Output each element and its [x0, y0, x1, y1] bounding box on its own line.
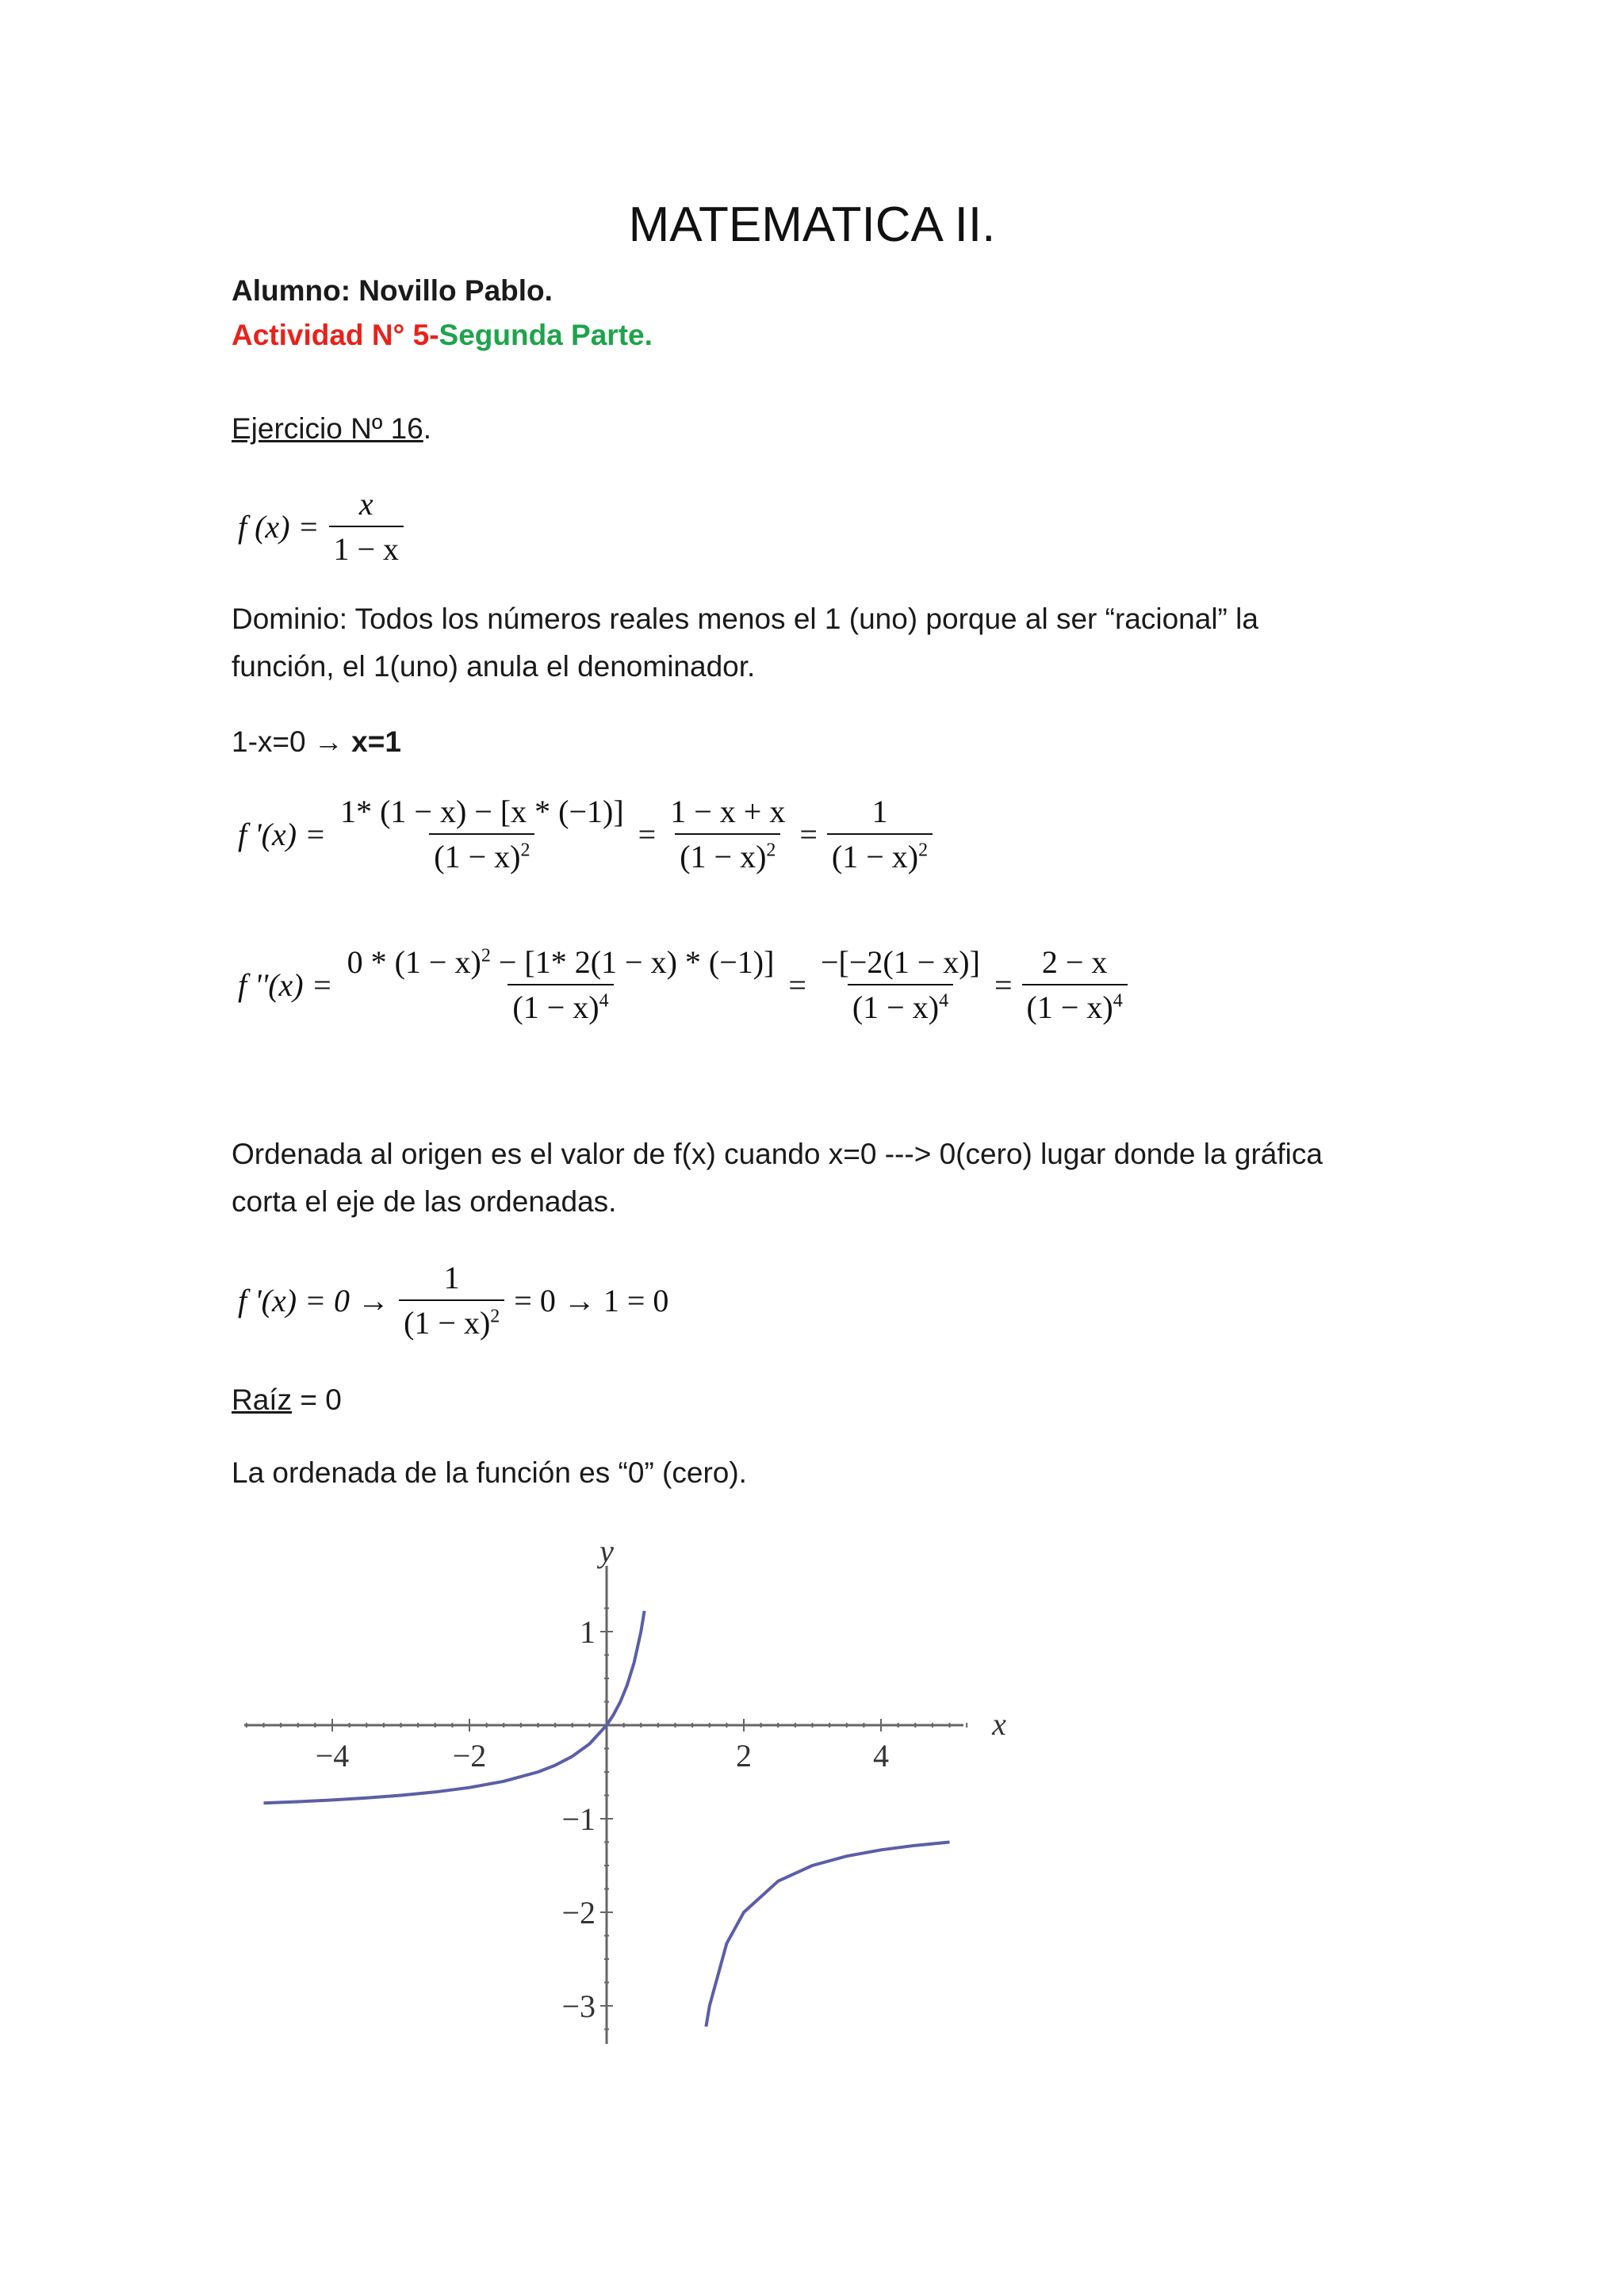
zero-equation: [232, 725, 401, 759]
raiz-line: [232, 1383, 342, 1417]
exercise-heading: [232, 412, 431, 446]
frac-numerator: 1: [871, 794, 888, 829]
second-derivative-lhs: f ''(x) =: [238, 966, 333, 1003]
domain-line-2: función, el 1(uno) anula el denominador.: [232, 650, 756, 683]
den-exponent: 2: [918, 840, 929, 861]
second-derivative-frac-3: [1022, 943, 1128, 1026]
frac-numerator: 1* (1 − x) − [x * (−1)]: [340, 794, 624, 829]
activity-part: Segunda Parte.: [439, 319, 653, 351]
function-numerator: x: [358, 486, 373, 522]
page-title: MATEMATICA II.: [628, 197, 996, 252]
equals-sign: =: [638, 816, 657, 852]
frac-numerator: 1 − x + x: [670, 794, 786, 829]
den-exponent: 2: [490, 1306, 500, 1327]
den-exponent: 4: [1113, 990, 1123, 1012]
activity-number: Actividad N° 5-: [232, 319, 439, 351]
y-axis-label: y: [599, 1533, 614, 1569]
num-part-a: 0 * (1 − x): [347, 944, 481, 980]
ordenada-line-1: Ordenada al origen es el valor de f(x) cuando x=0 ---> 0(cero) lugar donde la gráfica: [232, 1138, 1323, 1170]
den-base: (1 − x): [404, 1305, 491, 1341]
function-fraction: [329, 485, 404, 568]
function-lhs: f (x) =: [238, 508, 320, 545]
zero-eq-left: 1-x=0: [232, 725, 314, 758]
exercise-heading-dot: .: [423, 412, 432, 445]
raiz-value: = 0: [292, 1383, 342, 1416]
ordenada-line-2: corta el eje de las ordenadas.: [232, 1185, 617, 1218]
function-denominator: 1 − x: [329, 526, 404, 568]
den-exponent: 2: [766, 840, 776, 861]
den-base: (1 − x): [512, 989, 599, 1025]
frac-numerator: [343, 943, 779, 984]
frac-numerator: 1: [443, 1260, 460, 1295]
crit-lhs: f '(x) = 0 →: [238, 1282, 390, 1318]
curve-branch-2: [706, 1843, 949, 2027]
first-derivative: [238, 793, 936, 875]
x-tick-label: −4: [315, 1738, 350, 1774]
first-derivative-frac-1: [335, 793, 629, 875]
second-derivative-frac-1: [343, 943, 779, 1026]
activity-line: [232, 319, 653, 352]
equals-sign: =: [799, 816, 818, 852]
x-axis-label: x: [992, 1706, 1006, 1742]
function-graph: [238, 1530, 1031, 2053]
y-tick-label: −2: [561, 1895, 596, 1931]
exercise-heading-text: Ejercicio Nº 16: [232, 412, 423, 445]
x-tick-label: −2: [452, 1738, 487, 1774]
den-exponent: 4: [939, 990, 949, 1012]
first-derivative-frac-3: [827, 793, 933, 875]
frac-denominator: [429, 833, 534, 875]
equals-sign: =: [788, 966, 806, 1003]
den-base: (1 − x): [852, 989, 940, 1025]
student-name: Alumno: Novillo Pablo.: [232, 274, 553, 307]
ordenada-final: La ordenada de la función es “0” (cero).: [232, 1456, 747, 1489]
x-tick-label: 2: [736, 1738, 752, 1774]
first-derivative-lhs: f '(x) =: [238, 816, 327, 852]
arrow-icon: →: [313, 725, 343, 758]
domain-line-1: Dominio: Todos los números reales menos el 1 (uno) porque al ser “racional” la: [232, 603, 1258, 635]
den-exponent: 2: [520, 840, 530, 861]
first-derivative-frac-2: [665, 793, 790, 875]
y-ticks: [561, 1609, 613, 2030]
crit-fraction: [399, 1259, 504, 1341]
y-tick-label: −1: [561, 1801, 596, 1837]
zero-eq-right: x=1: [343, 725, 401, 758]
den-base: (1 − x): [680, 839, 767, 874]
frac-denominator: [1022, 984, 1128, 1026]
den-base: (1 − x): [434, 839, 521, 874]
den-base: (1 − x): [1026, 989, 1113, 1025]
den-exponent: 4: [599, 990, 609, 1012]
frac-denominator: [675, 833, 780, 875]
x-tick-label: 4: [873, 1738, 889, 1774]
crit-rhs: = 0 → 1 = 0: [514, 1282, 669, 1318]
critical-point-equation: [238, 1259, 668, 1341]
frac-denominator: [848, 984, 953, 1026]
den-base: (1 − x): [831, 839, 919, 874]
function-definition: [238, 485, 407, 568]
frac-numerator: 2 − x: [1041, 944, 1108, 980]
frac-denominator: [508, 984, 613, 1026]
equals-sign: =: [994, 966, 1013, 1003]
frac-numerator: −[−2(1 − x)]: [820, 944, 980, 980]
raiz-label: Raíz: [232, 1383, 293, 1416]
y-tick-label: −3: [561, 1988, 596, 2024]
num-part-b: − [1* 2(1 − x) * (−1)]: [490, 944, 775, 980]
num-exponent: 2: [481, 945, 491, 966]
frac-denominator: [399, 1299, 504, 1341]
second-derivative: [238, 943, 1131, 1026]
y-tick-label: 1: [580, 1614, 596, 1650]
second-derivative-frac-2: [816, 943, 985, 1026]
frac-denominator: [827, 833, 933, 875]
